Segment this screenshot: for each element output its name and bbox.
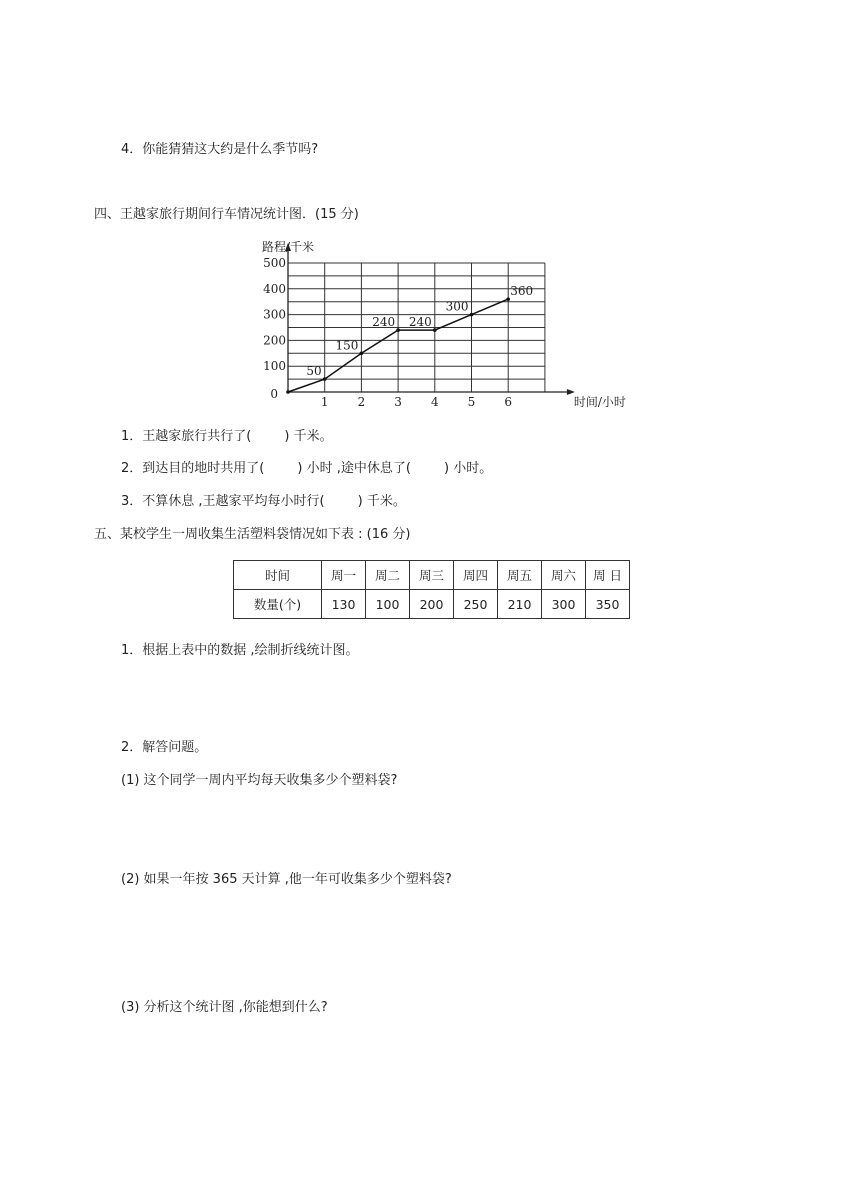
data-point — [360, 352, 364, 356]
y-tick-label: 200 — [263, 333, 286, 348]
x-tick-label: 2 — [357, 395, 366, 409]
data-label: 360 — [510, 284, 534, 299]
table-value: 250 — [454, 590, 498, 619]
data-point — [396, 328, 400, 332]
section-4-question-2: 2．到达目的地时共用了( ) 小时 ,途中休息了( ) 小时。 — [121, 461, 493, 476]
y-tick-label: 400 — [263, 281, 286, 296]
x-tick-label: 4 — [430, 395, 439, 409]
y-tick-label: 100 — [263, 359, 286, 374]
data-point — [286, 390, 290, 394]
y-tick-label: 500 — [263, 256, 286, 270]
table-header-count: 数量(个) — [234, 590, 322, 619]
travel-line-chart — [0, 0, 860, 420]
x-tick-label: 6 — [504, 395, 513, 409]
table-value: 130 — [322, 590, 366, 619]
data-label: 240 — [372, 315, 396, 330]
table-value: 100 — [366, 590, 410, 619]
table-value: 200 — [410, 590, 454, 619]
section-5-question-2: 2．解答问题。 — [121, 740, 208, 755]
table-value: 300 — [542, 590, 586, 619]
table-row-values — [234, 590, 630, 619]
section-5-title: 五、某校学生一周收集生活塑料袋情况如下表 : (16 分) — [94, 527, 411, 542]
table-day: 周六 — [542, 561, 586, 590]
origin-label: 0 — [270, 387, 278, 401]
data-point — [323, 377, 327, 381]
section-5-sub-question-2: (2) 如果一年按 365 天计算 ,他一年可收集多少个塑料袋? — [121, 872, 452, 887]
data-point — [470, 313, 474, 317]
question-4-text: 4．你能猜猜这大约是什么季节吗? — [121, 142, 319, 157]
x-tick-label: 3 — [394, 395, 402, 409]
table-day: 周五 — [498, 561, 542, 590]
table-header-time: 时间 — [234, 561, 322, 590]
section-4-question-3: 3．不算休息 ,王越家平均每小时行( ) 千米。 — [121, 494, 406, 509]
section-5-sub-question-3: (3) 分析这个统计图 ,你能想到什么? — [121, 1000, 328, 1015]
section-5-sub-question-1: (1) 这个同学一周内平均每天收集多少个塑料袋? — [121, 773, 398, 788]
table-day: 周三 — [410, 561, 454, 590]
y-tick-label: 300 — [263, 307, 286, 322]
table-value: 210 — [498, 590, 542, 619]
x-tick-label: 1 — [320, 395, 329, 409]
data-label: 300 — [445, 299, 469, 314]
plastic-bag-table — [233, 560, 630, 619]
x-tick-label: 5 — [467, 395, 476, 409]
table-day: 周二 — [366, 561, 410, 590]
data-label: 240 — [408, 315, 432, 330]
table-day: 周 日 — [586, 561, 630, 590]
section-4-title: 四、王越家旅行期间行车情况统计图．(15 分) — [94, 207, 359, 222]
x-axis-label: 时间/小时 — [573, 395, 626, 409]
data-point — [433, 328, 437, 332]
table-value: 350 — [586, 590, 630, 619]
data-label: 150 — [335, 338, 359, 353]
data-label: 50 — [306, 364, 322, 379]
table-day: 周四 — [454, 561, 498, 590]
section-4-question-1: 1．王越家旅行共行了( ) 千米。 — [121, 429, 333, 444]
y-axis-label: 路程/千米 — [262, 240, 315, 254]
table-day: 周一 — [322, 561, 366, 590]
section-5-question-1: 1．根据上表中的数据 ,绘制折线统计图。 — [121, 643, 359, 658]
table-row-days — [234, 561, 630, 590]
